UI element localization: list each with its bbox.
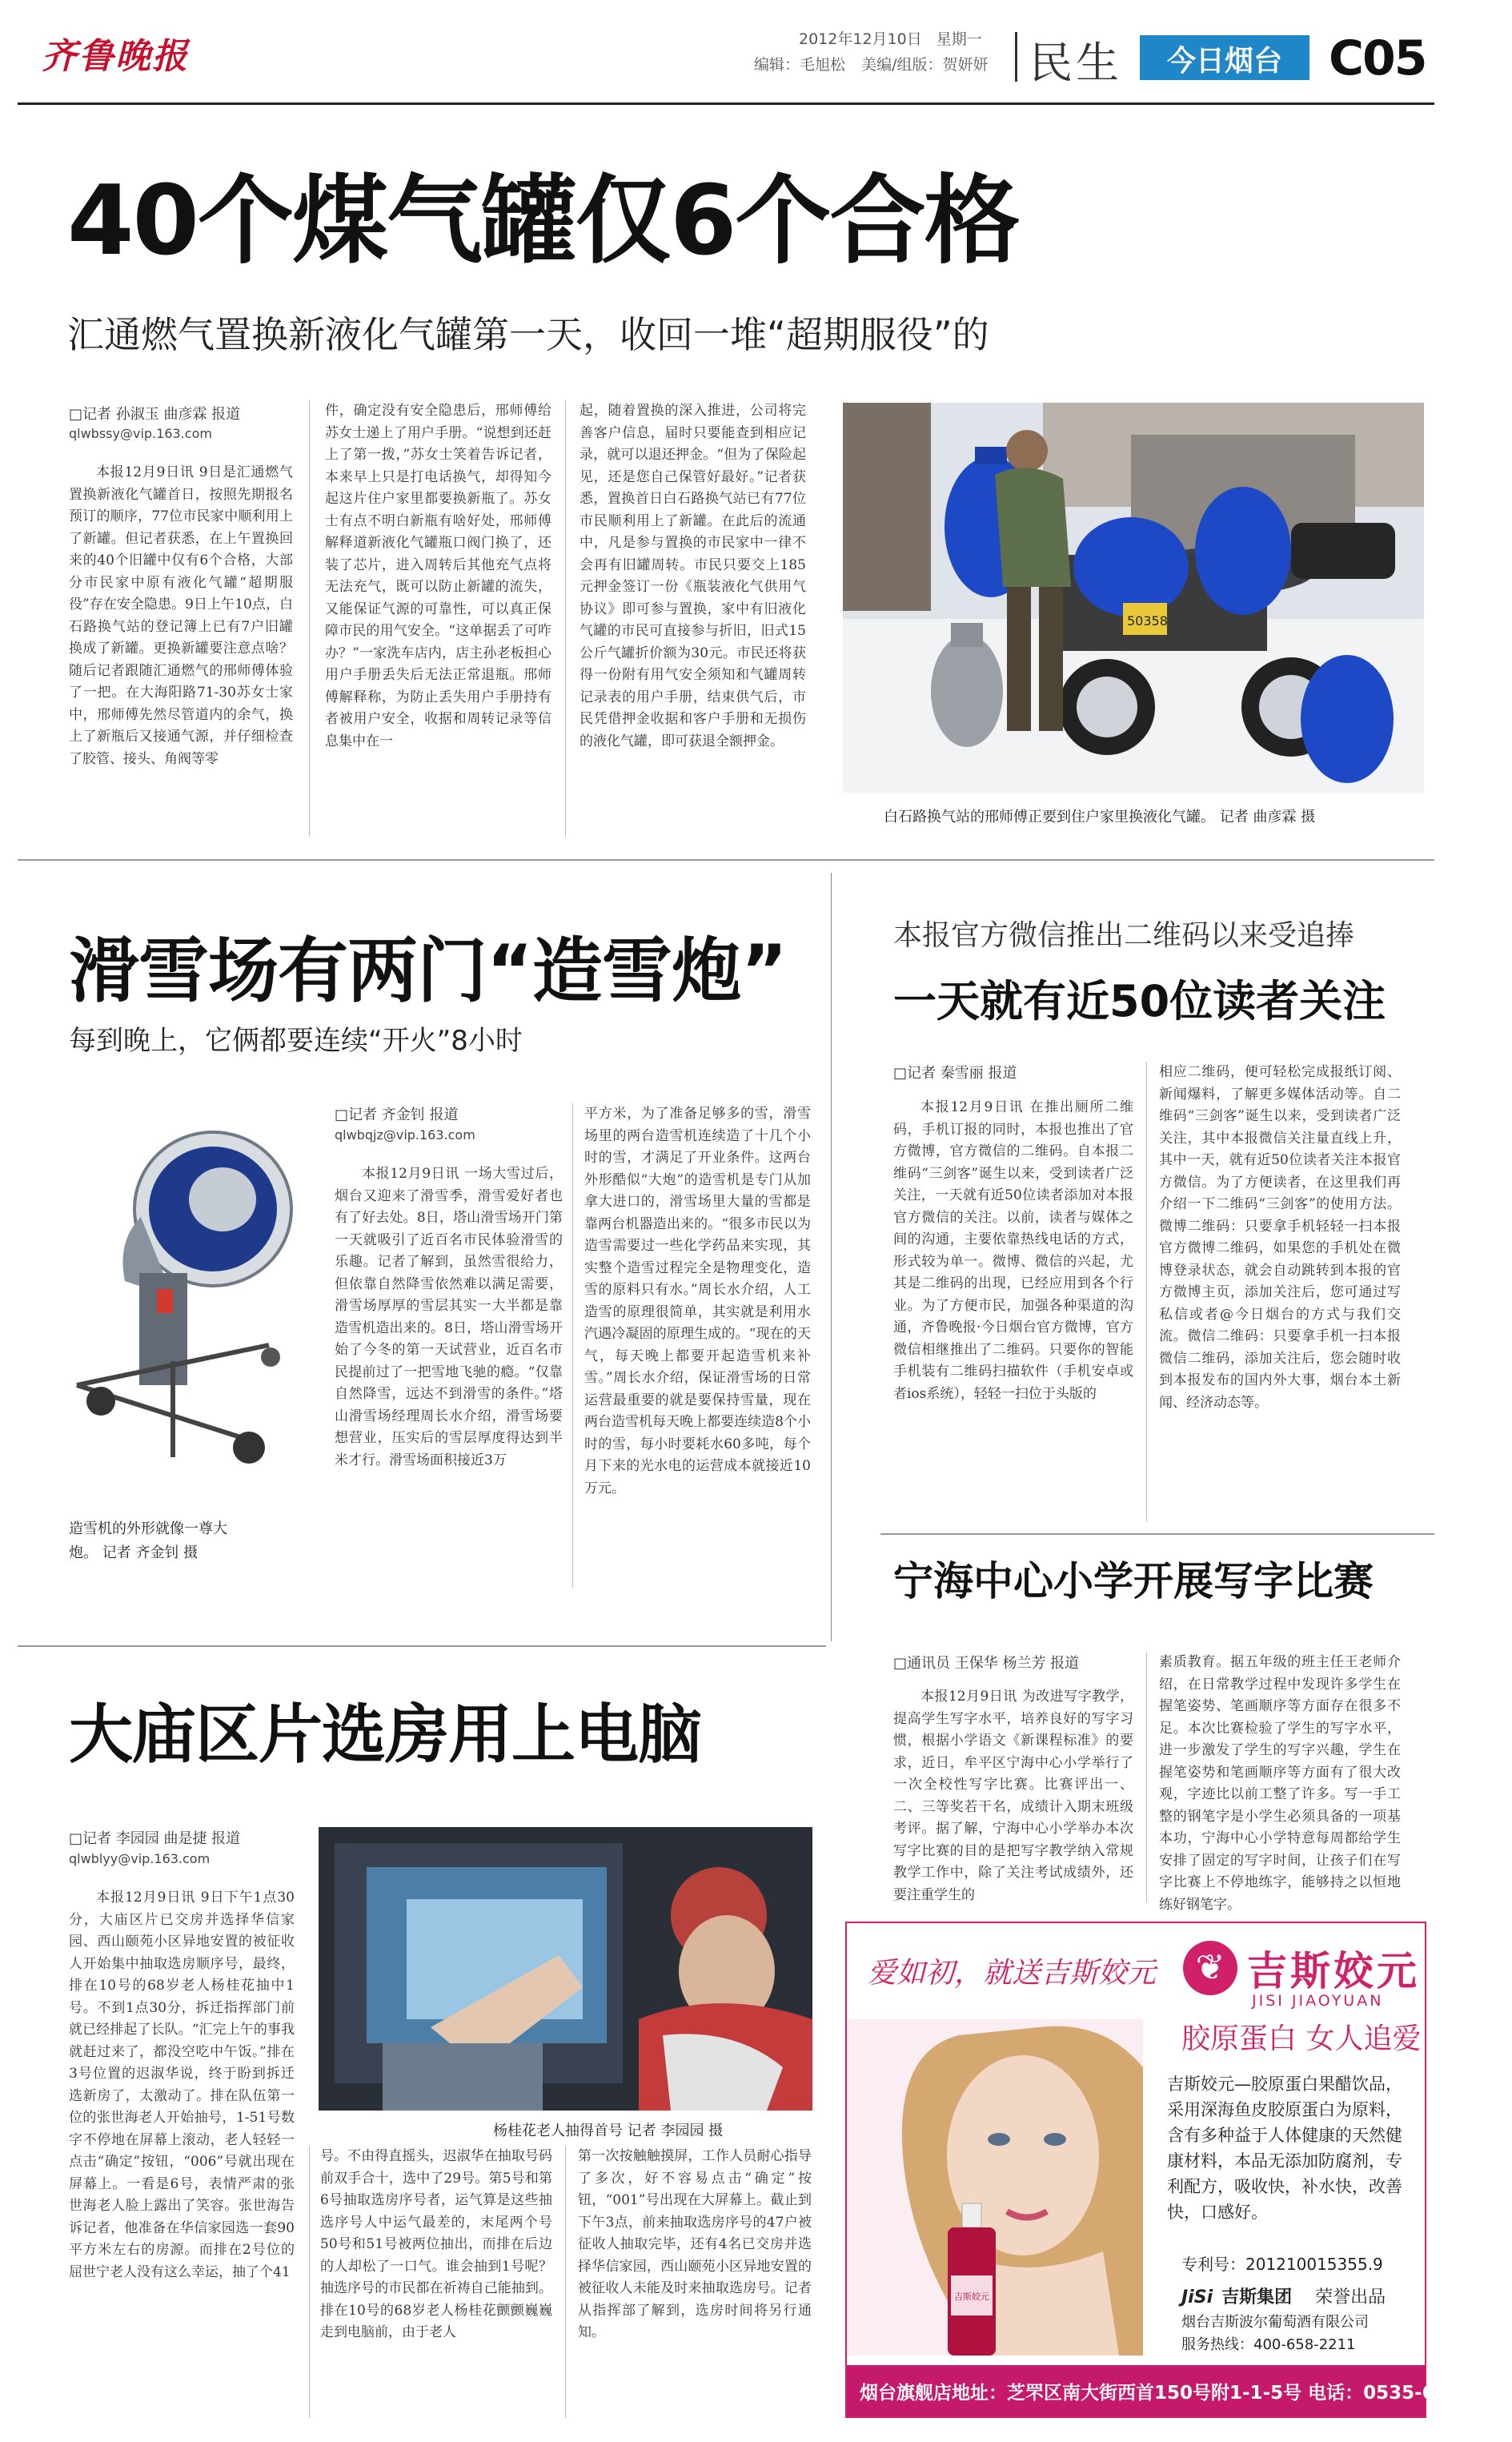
ad-brand-en: JISI JIAOYUAN <box>1252 1992 1384 2010</box>
issue-weekday: 星期一 <box>936 30 982 48</box>
story2-photo-caption-text: 造雪机的外形就像一尊大炮。 记者 齐金钊 摄 <box>69 1520 227 1561</box>
story5-byline: □记者 李园园 曲是捷 报道 <box>69 1830 241 1847</box>
story3-byline: □记者 秦雪丽 报道 <box>893 1065 1017 1082</box>
ad-patent: 专利号：201210015355.9 <box>1181 2255 1383 2274</box>
story1-byline: □记者 孙淑玉 曲彦霖 报道 <box>69 406 241 423</box>
page-number: C05 <box>1329 30 1426 86</box>
story5-col2 <box>320 2146 552 2418</box>
story1-col1-text: 本报12月9日讯 9日是汇通燃气置换新液化气罐首日，按照先期报名预订的顺序，77位市民家中顺利用上了新罐。但记者获悉，在上午置换回来的40个旧罐中仅有6个合格，大部分市民家中原有液化气罐“超期服役”存在安全隐患。9日上午10点，白石路换气站的登记簿上已有7户旧罐换成了新罐。更换新罐要注意点啥？随后记者跟随汇通燃气的邢师傅体验了一把。在大海阳路71-30苏女士家中，邢师傅先然尽管道内的余气，换上了新瓶后又接通气源，并仔细检查了胶管、接头、角阀等零 <box>69 464 293 767</box>
story2-photo <box>45 1121 301 1489</box>
story2-col2 <box>584 1103 811 1588</box>
ad-tagline: 胶原蛋白 女人追爱 <box>1181 2022 1422 2055</box>
masthead <box>0 0 1452 92</box>
story4-col1 <box>893 1686 1133 1902</box>
ad-address: 烟台旗舰店地址：芝罘区南大街西首150号附1-1-5号 电话：0535-6694999 <box>860 2383 1512 2404</box>
story2-byline: □记者 齐金钊 报道 <box>335 1107 459 1123</box>
story3-col1-text: 本报12月9日讯 在推出厕所二维码，手机订报的同时，本报也推出了官方微博，官方微信的二维码。自本报二维码“三剑客”诞生以来，受到读者广泛关注，一天就有近50位读者添加对本报官方微信的关注。以前，读者与媒体之间的沟通，主要依靠热线电话的方式，形式较为单一。微博、微信的兴起，尤其是二维码的出现，已经应用到各个行业。为了方便市民，加强各种渠道的沟通，齐鲁晚报·今日烟台官方微博，官方微信相继推出了二维码。只要你的智能手机装有二维码扫描软件（手机安卓或者ios系统），轻轻一扫位于头版的 <box>893 1099 1133 1402</box>
ad-group-suffix: 荣誉出品 <box>1315 2287 1386 2307</box>
story1-photo <box>843 403 1424 793</box>
story1-photo-caption: 白石路换气站的邢师傅正要到住户家里换液化气罐。 记者 曲彦霖 摄 <box>884 809 1316 825</box>
editor-credit: 编辑：毛旭松 <box>754 56 846 74</box>
story4-col1-text: 本报12月9日讯 为改进写字教学，提高学生写字水平，培养良好的写字习惯，根据小学语文《新课程标准》的要求，近日，牟平区宁海中心小学举行了一次全校性写字比赛。比赛评出一、二、三等奖若干名，成绩计入期末班级考评。据了解，宁海中心小学举办本次写字比赛的目的是把写字教学纳入常规教学工作中，除了关注考试成绩外，还要注重学生的 <box>893 1689 1133 1903</box>
story5-photo <box>319 1827 812 2111</box>
page-divider <box>831 873 832 1641</box>
column-rule <box>565 2146 566 2418</box>
story3-kicker: 本报官方微信推出二维码以来受追捧 <box>893 919 1355 952</box>
story2-col2-text: 平方米，为了准备足够多的雪，滑雪场里的两台造雪机连续造了十几个小时的雪，才满足了开业条件。这两台外形酷似“大炮”的造雪机是专门从加拿大进口的，滑雪场里大量的雪都是靠两台机器造出来的。“很多市民以为造雪需要过一些化学药品来实现，其实整个造雪过程完全是物理变化，造雪的原料只有水。”周长水介绍，人工造雪的原理很简单，其实就是利用水汽遇冷凝固的原理生成的。“现在的天气，每天晚上都要开起造雪机来补雪。”周长水介绍，保证滑雪场的日常运营最重要的就是要保持雪量，现在两台造雪机每天晚上都要连续造8个小时的雪，每小时要耗水60多吨，每个月下来的光水电的运营成本就接近10万元。 <box>584 1106 811 1496</box>
column-rule <box>309 2146 310 2418</box>
story5-col1 <box>69 1887 295 2420</box>
story3-headline: 一天就有近50位读者关注 <box>893 976 1386 1026</box>
newspaper-logo: 齐鲁晚报 <box>42 36 189 77</box>
story1-col2-text: 件，确定没有安全隐患后，邢师傅给苏女士递上了用户手册。“说想到还赶上了第一拨，”苏女士笑着告诉记者，本来早上只是打电话换气，却得知今起这片住户家里都要换新瓶了。苏女士有点不明白新瓶有啥好处，邢师傅解释道新液化气罐瓶口阀门换了，还装了芯片，进入周转后其他充气点将无法充气，既可以防止新罐的流失，又能保证气源的可靠性，可以真正保障市民的用气安全。“这单据丢了可咋办？”一家洗车店内，店主孙老板担心用户手册丢失后无法正常退瓶。邢师傅解释称，为防止丢失用户手册持有者被用户安全，收据和周转记录等信息集中在一 <box>325 403 551 749</box>
ad-slogan: 爱如初，就送吉斯姣元 <box>868 1957 1157 1990</box>
story2-photo-caption <box>69 1517 245 1565</box>
section-rule <box>18 859 1434 861</box>
license-plate: 50358 <box>1127 613 1168 629</box>
story4-byline: □通讯员 王保华 杨兰芳 报道 <box>893 1655 1080 1672</box>
ad-product-bottle <box>943 2203 1001 2356</box>
story1-col3-text: 起，随着置换的深入推进，公司将完善客户信息，届时只要能查到相应记录，就可以退还押金。“但为了保险起见，还是您自己保管好最好。”记者获悉，置换首日白石路换气站已有77位市民顺利用上了新罐。在此后的流通中，凡是参与置换的市民家中一律不会再有旧罐周转。市民只要交上185元押金签订一份《瓶装液化气供用气协议》即可参与置换，家中有旧液化气罐的市民可直接参与折旧，旧式15公斤气罐折价额为30元。市民还将获得一份附有用气安全须知和气罐周转记录表的用户手册，结束供气后，市民凭借押金收据和客户手册和无损伤的液化气罐，即可获退全额押金。 <box>580 403 806 749</box>
ad-brand-cn: 吉斯姣元 <box>1247 1948 1420 1994</box>
story4-col2 <box>1159 1652 1401 1913</box>
story5-col3 <box>578 2146 812 2418</box>
ad-company: 烟台吉斯波尔葡萄酒有限公司 <box>1181 2314 1369 2331</box>
section-rule <box>880 1533 1434 1535</box>
story3-col1 <box>893 1097 1133 1521</box>
ad-body-text: 吉斯姣元—胶原蛋白果醋饮品，采用深海鱼皮胶原蛋白为原料，含有多种益于人体健康的天然健康材料，本品无添加防腐剂，专利配方，吸收快，补水快，改善快，口感好。 <box>1167 2074 1402 2222</box>
column-rule <box>565 400 566 837</box>
designer-credit: 美编/组版：贺妍妍 <box>861 56 989 74</box>
story5-col3-text: 第一次按触触摸屏，工作人员耐心指导了多次，好不容易点击“确定”按钮，“001”号出现在大屏幕上。截止到下午3点，前来抽取选房序号的47户被征收人抽取完毕，还有4名已交房并选择华信家园，西山颐苑小区异地安置的被征收人未能及时来抽取选房号。记者从指挥部了解到，选房时间将另行通知。 <box>578 2148 812 2340</box>
issue-date: 2012年12月10日 <box>799 30 922 48</box>
story3-col2 <box>1159 1062 1401 1521</box>
story2-email: qlwbqjz@vip.163.com <box>335 1127 475 1143</box>
story5-col1-text: 本报12月9日讯 9日下午1点30分，大庙区片已交房并选择华信家园、西山颐苑小区异地安置的被征收人开始集中抽取选房顺序号，最终，排在10号的68岁老人杨桂花抽中1号。不到1点30分，拆迁指挥部门前就已经排起了长队。“汇完上午的事我就赶过来了，都没空吃中午饭。”排在3号位置的迟淑华说，终于盼到拆迁选新房了，太激动了。排在队伍第一位的张世海老人开始抽号，1-51号数字不停地在屏幕上滚动，老人轻轻一点击“确定”按钮，“006”号就出现在屏幕上。一看是6号，表情严肃的张世海老人脸上露出了笑容。张世海告诉记者，他准备在华信家园选一套90平方米左右的房源。而排在2号位的屈世宁老人没有这么幸运，抽了个41 <box>69 1890 295 2280</box>
masthead-divider <box>1015 32 1017 82</box>
story1-col3 <box>580 400 806 837</box>
group-logo-icon: JiSi <box>1181 2287 1213 2307</box>
ad-hotline: 服务热线：400-658-2211 <box>1181 2336 1356 2353</box>
story2-col1-text: 本报12月9日讯 一场大雪过后，烟台又迎来了滑雪季，滑雪爱好者也有了好去处。8日，塔山滑雪场开门第一天就吸引了近百名市民体验滑雪的乐趣。记者了解到，虽然雪很给力，但依靠自然降雪依然难以满足需要，滑雪场厚厚的雪层其实一大半都是靠造雪机造出来的。8日，塔山滑雪场开始了今冬的第一天试营业，近百名市民提前过了一把雪地飞驰的瘾。“仅靠自然降雪，远达不到滑雪的条件。”塔山滑雪场经理周长水介绍，滑雪场要想营业，压实后的雪层厚度得达到半米才行。滑雪场面积接近3万 <box>335 1166 563 1468</box>
column-rule <box>1146 1652 1147 1902</box>
ad-group-row <box>1181 2283 1386 2308</box>
section-name: 民生 <box>1029 38 1122 88</box>
story5-email: qlwblyy@vip.163.com <box>69 1851 211 1866</box>
story1-col1 <box>69 462 293 837</box>
ad-group: 吉斯集团 <box>1221 2287 1293 2307</box>
column-rule <box>1146 1062 1147 1521</box>
story5-headline: 大庙区片选房用上电脑 <box>69 1697 701 1772</box>
column-rule <box>572 1103 573 1588</box>
section-rule <box>18 1645 826 1647</box>
story4-headline: 宁海中心小学开展写字比赛 <box>893 1558 1374 1605</box>
section-tag-label: 今日烟台 <box>1166 45 1282 78</box>
story2-headline: 滑雪场有两门“造雪炮” <box>69 930 787 1012</box>
masthead-rule <box>18 102 1434 105</box>
story1-headline: 40个煤气罐仅6个合格 <box>67 166 1019 277</box>
story1-subhead: 汇通燃气置换新液化气罐第一天，收回一堆“超期服役”的 <box>67 313 989 356</box>
story5-photo-caption: 杨桂花老人抽得首号 记者 李园园 摄 <box>493 2123 724 2139</box>
bottle-label: 吉斯姣元 <box>954 2291 989 2302</box>
story5-col2-text: 号。不由得直摇头，迟淑华在抽取号码前双手合十，选中了29号。第5号和第6号抽取选房序号者，运气算是这些抽选序号人中运气最差的，末尾两个号50号和51号被两位抽出，而排在后边的人却松了一口气。谁会抽到1号呢？抽选序号的市民都在祈祷自己能抽到。排在10号的68岁老人杨桂花颤颤巍巍走到电脑前，由于老人 <box>320 2148 552 2340</box>
story2-subhead: 每到晚上，它俩都要连续“开火”8小时 <box>69 1025 523 1057</box>
story1-col2 <box>325 400 551 837</box>
ad-body <box>1167 2071 1407 2225</box>
story2-col1 <box>335 1163 563 1588</box>
story3-col2-text: 相应二维码，便可轻松完成报纸订阅、新闻爆料，了解更多媒体活动等。自二维码“三剑客”诞生以来，受到读者广泛关注，其中本报微信关注量直线上升，其中一天，就有近50位读者关注本报官方微信。为了方便读者，在这里我们再介绍一下二维码“三剑客”的使用方法。微博二维码：只要拿手机轻轻一扫本报官方微博二维码，如果您的手机处在微博登录状态，就会自动跳转到本报的官方微博主页，添加关注后，您可通过写私信或者@今日烟台的方式与我们交流。微信二维码：只要拿手机一扫本报微信二维码，添加关注后，您会随时收到本报发布的国内外大事，烟台本土新闻、经济动态等。 <box>1159 1064 1401 1411</box>
story4-col2-text: 素质教育。据五年级的班主任王老师介绍，在日常教学过程中发现许多学生在握笔姿势、笔画顺序等方面存在很多不足。本次比赛检验了学生的写字水平，进一步激发了学生的写字兴趣，学生在握笔姿势和笔画顺序等方面有了很大改观，字迹比以前工整了许多。写一手工整的钢笔字是小学生必须具备的一项基本功，宁海中心小学特意每周都给学生安排了固定的写字时间，让孩子们在写字比赛上不停地练字，能够持之以恒地练好钢笔字。 <box>1159 1654 1401 1913</box>
column-rule <box>309 400 310 837</box>
ad-frame <box>845 1922 1512 2418</box>
story1-email: qlwbssy@vip.163.com <box>69 426 212 441</box>
brand-logo-icon: ❦ <box>1183 1941 1237 1995</box>
